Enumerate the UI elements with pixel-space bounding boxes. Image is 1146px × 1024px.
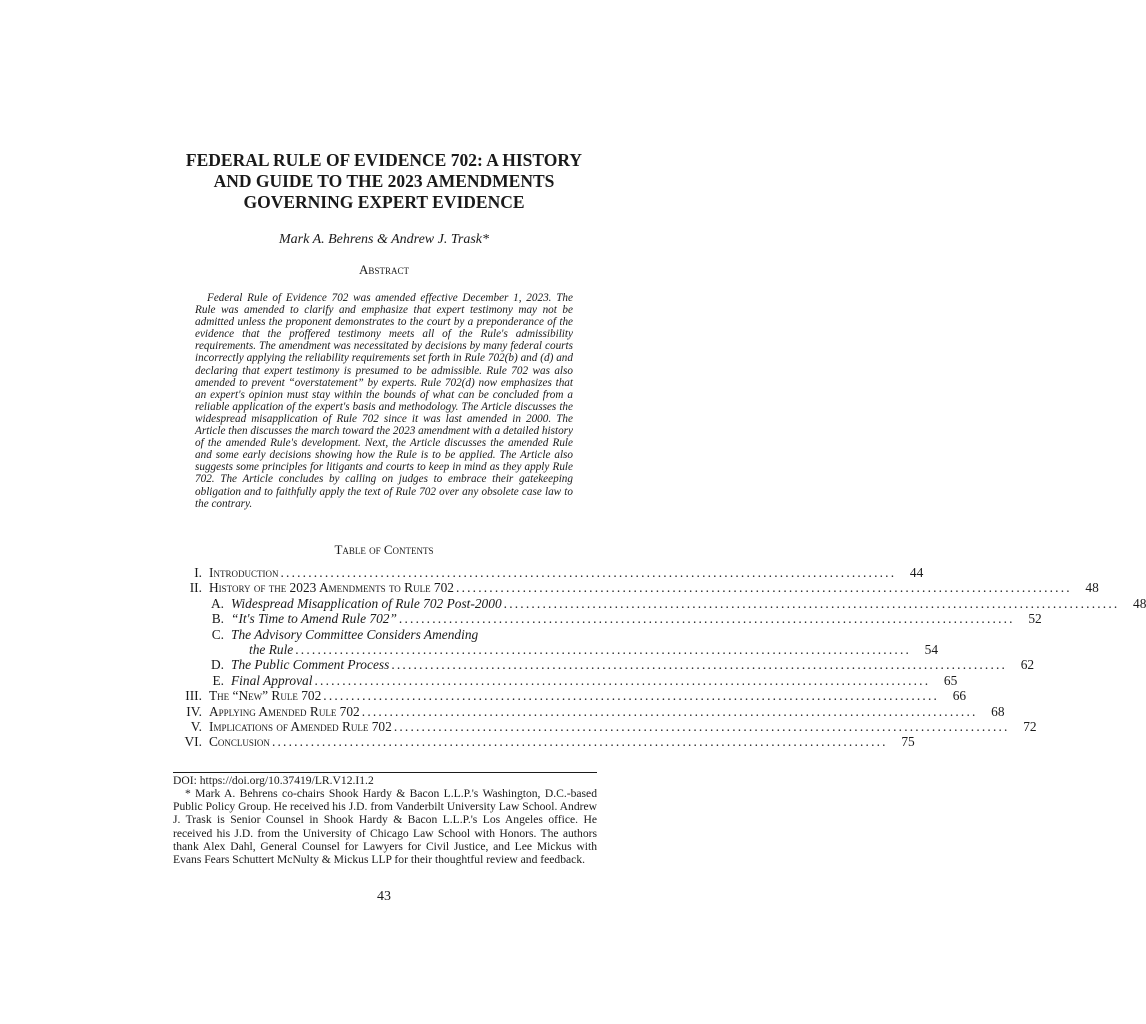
toc-leader-dots: ............................................................................................................... bbox=[295, 642, 912, 658]
toc-entry-page: 68 bbox=[991, 703, 1005, 719]
toc-entry[interactable] bbox=[173, 719, 1037, 735]
toc-leader-dots: ............................................................................................................... bbox=[271, 734, 888, 750]
toc-entry-continuation[interactable] bbox=[173, 642, 939, 658]
toc-entry-label: Introduction bbox=[209, 565, 279, 580]
toc-entry-label: The Public Comment Process bbox=[231, 657, 390, 673]
toc-entry-label-continued: the Rule bbox=[249, 642, 294, 658]
toc-entry-label: History of the 2023 Amendments to Rule 702 bbox=[209, 580, 455, 596]
toc-heading: Table of Contents bbox=[334, 542, 434, 557]
toc-entry-number: III. bbox=[185, 688, 202, 704]
toc-leader-dots: ............................................................................................................... bbox=[393, 719, 1010, 735]
title-line-2: AND GUIDE TO THE 2023 AMENDMENTS bbox=[213, 171, 555, 191]
toc-leader-dots: ............................................................................................................... bbox=[323, 688, 940, 704]
abstract-text: Federal Rule of Evidence 702 was amended effective December 1, 2023. The Rule was amended to clarify and emphasize that expert testimony may not be admitted unless the proponent demonstrates to the court by a preponderance of the evidence that the proffered testimony meets all of the Rule's admissibility requirements. The amendment was necessitated by decisions by many federal courts incorrectly applying the reliability requirements set forth in Rule 702(b) and (d) and declaring that expert testimony is presumed to be admissible. Rule 702 was also amended to prevent “overstatement” by experts. Rule 702(d) now emphasizes that an expert's opinion must stay within the bounds of what can be concluded from a reliable application of the expert's basis and methodology. The Article discusses the widespread misapplication of Rule 702 since it was last amended in 2000. The Article then discusses the march toward the 2023 amendment with a detailed history of the amended Rule's development. Next, the Article discusses the amended Rule and some early decisions showing how the Rule is to be applied. The Article also suggests some principles for litigants and courts to keep in mind as they apply Rule 702. The Article concludes by calling on judges to embrace their gatekeeping obligation and to faithfully apply the text of Rule 702 over any obsolete case law to the contrary. bbox=[195, 292, 573, 510]
toc-leader-dots: ............................................................................................................... bbox=[391, 657, 1008, 673]
toc-entry-label: Conclusion bbox=[209, 734, 270, 750]
toc-entry-page: 48 bbox=[1085, 580, 1099, 596]
toc-entry[interactable] bbox=[173, 734, 915, 750]
toc-entry-number: A. bbox=[210, 595, 224, 611]
title-line-3: GOVERNING EXPERT EVIDENCE bbox=[243, 192, 525, 212]
author-line: Mark A. Behrens & Andrew J. Trask* bbox=[279, 232, 489, 247]
toc-entry-label: The “New” Rule 702 bbox=[209, 688, 322, 704]
toc-entry[interactable] bbox=[173, 595, 1146, 611]
toc-entry[interactable] bbox=[173, 657, 1035, 673]
toc-entry-page: 66 bbox=[952, 688, 967, 704]
toc-entry-page: 44 bbox=[909, 565, 924, 580]
toc-entry-page: 62 bbox=[1020, 657, 1035, 673]
toc-entry-label: Final Approval bbox=[231, 672, 313, 688]
toc-leader-dots: ............................................................................................................... bbox=[280, 565, 897, 580]
toc-entry-page: 72 bbox=[1023, 719, 1037, 735]
abstract-heading: Abstract bbox=[359, 262, 409, 277]
toc-entry-number: D. bbox=[210, 657, 224, 673]
toc-entry-page: 52 bbox=[1028, 611, 1042, 627]
toc-entry-page: 75 bbox=[901, 734, 915, 750]
toc-entry[interactable] bbox=[173, 580, 1099, 596]
toc-entry-label: Widespread Misapplication of Rule 702 Post-2000 bbox=[231, 595, 502, 611]
toc-entry-label: The Advisory Committee Considers Amending bbox=[231, 626, 479, 642]
toc-leader-dots: ............................................................................................................... bbox=[503, 595, 1120, 611]
toc-entry-number: C. bbox=[211, 626, 224, 642]
toc-entry-number: IV. bbox=[186, 703, 202, 719]
toc-entry-number: B. bbox=[211, 611, 224, 627]
toc-entry[interactable] bbox=[173, 627, 597, 642]
toc-entry-label: “It's Time to Amend Rule 702” bbox=[231, 611, 397, 627]
toc-leader-dots: ............................................................................................................... bbox=[314, 672, 931, 688]
toc-entry-number: V. bbox=[190, 719, 202, 735]
page-number: 43 bbox=[377, 889, 391, 904]
toc-entry-number: VI. bbox=[184, 734, 202, 750]
title-line-1: FEDERAL RULE OF EVIDENCE 702: A HISTORY bbox=[185, 150, 583, 170]
toc-entry[interactable] bbox=[173, 565, 924, 580]
toc-entry-page: 65 bbox=[943, 672, 958, 688]
doi-link[interactable]: DOI: https://doi.org/10.37419/LR.V12.I1.2 bbox=[173, 774, 374, 787]
article-title bbox=[160, 150, 608, 213]
toc-entry-number: E. bbox=[212, 672, 224, 688]
toc-entry[interactable] bbox=[173, 688, 967, 704]
toc-entry-label: Applying Amended Rule 702 bbox=[209, 703, 360, 719]
footnote-divider bbox=[173, 772, 597, 773]
toc-entry[interactable] bbox=[173, 672, 958, 688]
toc-entry[interactable] bbox=[173, 611, 1042, 627]
toc-entry-page: 54 bbox=[924, 642, 939, 658]
toc-entry-number: I. bbox=[194, 565, 202, 580]
author-footnote: * Mark A. Behrens co-chairs Shook Hardy & Bacon L.L.P.'s Washington, D.C.-based Public Policy Group. He received his J.D. from Vanderbilt University Law School. Andrew J. Trask is Senior Counsel in Shook Hardy & Bacon L.L.P.'s Los Angeles office. He received his J.D. from the University of Chicago Law School with Honors. The authors thank Alex Dahl, General Counsel for Lawyers for Civil Justice, and Lee Mickus with Evans Fears Schuttert McNulty & Mickus LLP for their thoughtful review and feedback. bbox=[173, 787, 597, 867]
toc-entry-label: Implications of Amended Rule 702 bbox=[209, 719, 392, 735]
toc-entry-page: 48 bbox=[1133, 595, 1146, 611]
toc-leader-dots: ............................................................................................................... bbox=[398, 611, 1015, 627]
toc-leader-dots: ............................................................................................................... bbox=[456, 580, 1072, 596]
toc-entry-number: II. bbox=[189, 580, 202, 596]
toc-entry[interactable] bbox=[173, 703, 1005, 719]
toc-leader-dots: ............................................................................................................... bbox=[361, 703, 978, 719]
table-of-contents bbox=[173, 565, 1146, 750]
